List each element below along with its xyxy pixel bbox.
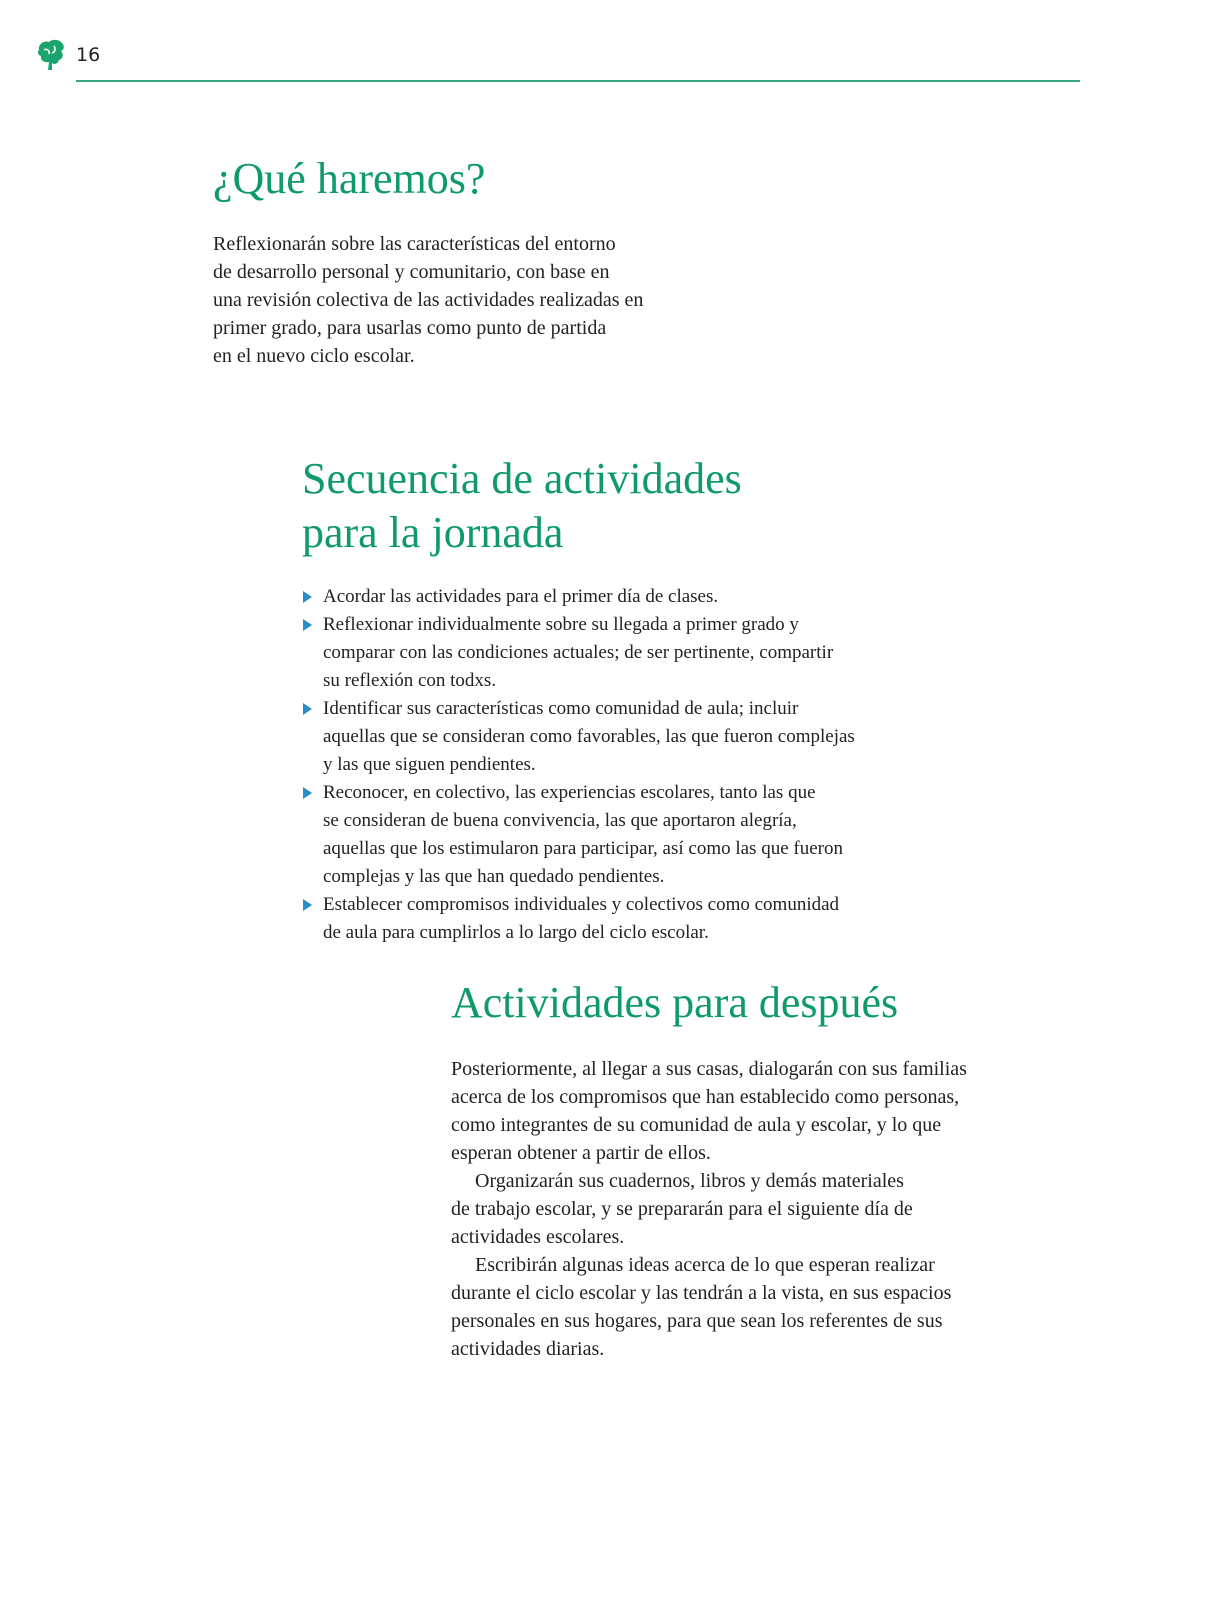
paragraph: [451, 1251, 1051, 1363]
intro-line: una revisión colectiva de las actividades realizadas en: [213, 289, 644, 311]
section-title-line: Secuencia de actividades: [302, 454, 742, 503]
after-activities-text: [451, 1055, 1051, 1363]
paragraph: [451, 1167, 1051, 1251]
paragraph-line: Escribirán algunas ideas acerca de lo que esperan realizar: [475, 1254, 935, 1276]
list-item-line: Reflexionar individualmente sobre su llegada a primer grado y: [323, 614, 799, 635]
section-title-secuencia: [302, 452, 902, 560]
intro-paragraph: [213, 230, 733, 370]
blue-triangle-bullet-icon: [303, 591, 312, 603]
header-rule: [76, 80, 1080, 82]
list-item-line: comparar con las condiciones actuales; de ser pertinente, compartir: [323, 642, 834, 663]
list-item-line: Acordar las actividades para el primer día de clases.: [323, 586, 719, 607]
paragraph-line: como integrantes de su comunidad de aula y escolar, y lo que: [451, 1114, 942, 1136]
list-item-line: aquellas que se consideran como favorables, las que fueron complejas: [323, 726, 855, 747]
intro-line: Reflexionarán sobre las características del entorno: [213, 233, 616, 255]
list-item: [302, 583, 922, 611]
section-title-que-haremos: ¿Qué haremos?: [213, 154, 486, 203]
paragraph-line: actividades diarias.: [451, 1338, 605, 1360]
intro-line: primer grado, para usarlas como punto de partida: [213, 317, 607, 339]
list-item-line: se consideran de buena convivencia, las que aportaron alegría,: [323, 810, 797, 831]
list-item-line: Establecer compromisos individuales y colectivos como comunidad: [323, 894, 840, 915]
page-header: [36, 36, 1080, 86]
paragraph-line: durante el ciclo escolar y las tendrán a la vista, en sus espacios: [451, 1282, 952, 1304]
list-item-line: Identificar sus características como comunidad de aula; incluir: [323, 698, 799, 719]
blue-triangle-bullet-icon: [303, 787, 312, 799]
paragraph-line: esperan obtener a partir de ellos.: [451, 1142, 711, 1164]
intro-line: de desarrollo personal y comunitario, con base en: [213, 261, 610, 283]
list-item-line: complejas y las que han quedado pendientes.: [323, 866, 665, 887]
list-item: [302, 695, 922, 779]
list-item-line: de aula para cumplirlos a lo largo del ciclo escolar.: [323, 922, 709, 943]
list-item-line: aquellas que los estimularon para participar, así como las que fueron: [323, 838, 843, 859]
intro-line: en el nuevo ciclo escolar.: [213, 345, 415, 367]
blue-triangle-bullet-icon: [303, 619, 312, 631]
page-number: 16: [76, 44, 101, 66]
paragraph: [451, 1055, 1051, 1167]
paragraph-line: Organizarán sus cuadernos, libros y demás materiales: [475, 1170, 904, 1192]
green-leaf-logo-icon: [36, 38, 66, 72]
list-item: [302, 611, 922, 695]
list-item: [302, 891, 922, 947]
list-item-line: y las que siguen pendientes.: [323, 754, 536, 775]
blue-triangle-bullet-icon: [303, 703, 312, 715]
paragraph-line: de trabajo escolar, y se prepararán para el siguiente día de: [451, 1198, 913, 1220]
paragraph-line: Posteriormente, al llegar a sus casas, dialogarán con sus familias: [451, 1058, 967, 1080]
section-title-actividades-despues: Actividades para después: [451, 978, 899, 1027]
activity-sequence-list: [302, 583, 922, 947]
list-item-line: su reflexión con todxs.: [323, 670, 497, 691]
list-item-line: Reconocer, en colectivo, las experiencias escolares, tanto las que: [323, 782, 816, 803]
list-item: [302, 779, 922, 891]
blue-triangle-bullet-icon: [303, 899, 312, 911]
paragraph-line: personales en sus hogares, para que sean los referentes de sus: [451, 1310, 943, 1332]
section-title-line: para la jornada: [302, 508, 564, 557]
paragraph-line: acerca de los compromisos que han establecido como personas,: [451, 1086, 960, 1108]
paragraph-line: actividades escolares.: [451, 1226, 625, 1248]
